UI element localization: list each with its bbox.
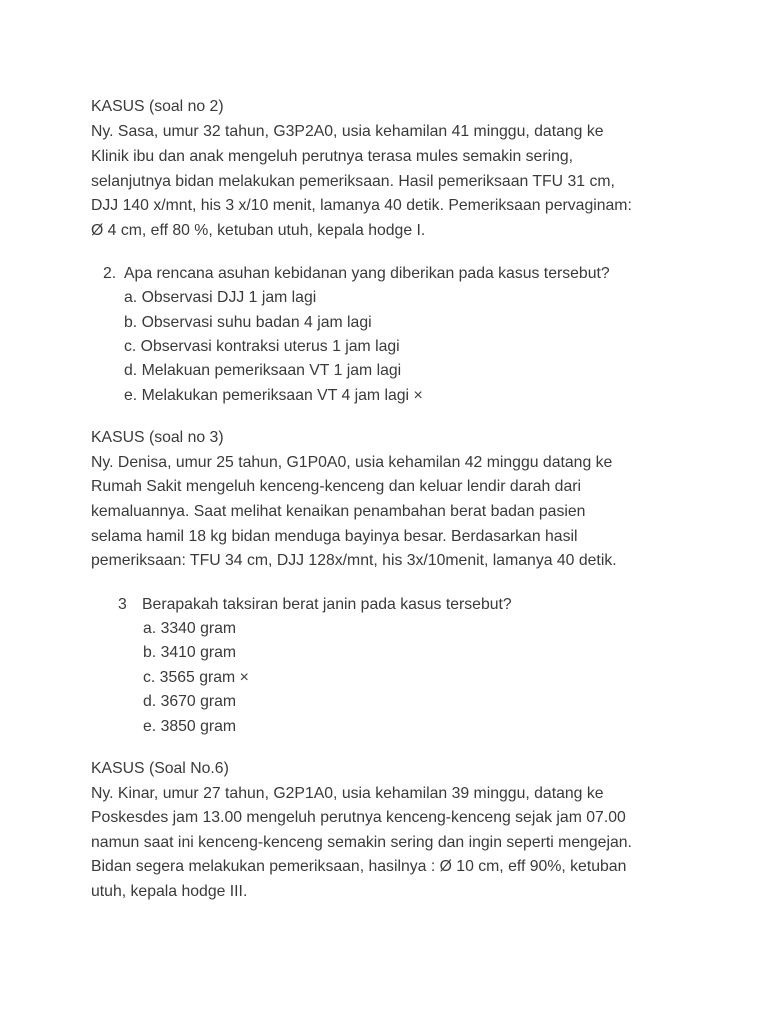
case-text-line: DJJ 140 x/mnt, his 3 x/10 menit, lamanya 40 detik. Pemeriksaan pervaginam: [91,197,632,214]
case-text-line: Bidan segera melakukan pemeriksaan, hasilnya : Ø 10 cm, eff 90%, ketuban [91,858,627,875]
case-text-line: Rumah Sakit mengeluh kenceng-kenceng dan keluar lendir darah dari [91,478,582,495]
case-text-line: Ny. Sasa, umur 32 tahun, G3P2A0, usia kehamilan 41 minggu, datang ke [91,123,604,140]
case-text-line: Ny. Denisa, umur 25 tahun, G1P0A0, usia kehamilan 42 minggu datang ke [91,454,613,471]
answer-option: b. 3410 gram [143,644,237,661]
answer-option: e. 3850 gram [143,718,237,735]
case-heading: KASUS (soal no 3) [91,429,224,446]
answer-option: b. Observasi suhu badan 4 jam lagi [124,314,372,331]
answer-option: e. Melakukan pemeriksaan VT 4 jam lagi × [124,387,423,404]
case-text-line: selama hamil 18 kg bidan menduga bayinya besar. Berdasarkan hasil [91,528,578,545]
case-text-line: Ny. Kinar, umur 27 tahun, G2P1A0, usia kehamilan 39 minggu, datang ke [91,785,604,802]
case-text-line: selanjutnya bidan melakukan pemeriksaan. Hasil pemeriksaan TFU 31 cm, [91,173,615,190]
case-text-line: utuh, kepala hodge III. [91,883,248,900]
question-number: 3 [118,596,127,613]
answer-option: c. 3565 gram × [143,669,249,686]
case-heading: KASUS (soal no 2) [91,98,224,115]
answer-option: a. Observasi DJJ 1 jam lagi [124,289,317,306]
answer-option: d. 3670 gram [143,693,237,710]
case-text-line: kemaluannya. Saat melihat kenaikan penambahan berat badan pasien [91,503,586,520]
case-text-line: Ø 4 cm, eff 80 %, ketuban utuh, kepala hodge I. [91,222,426,239]
case-text-line: Klinik ibu dan anak mengeluh perutnya terasa mules semakin sering, [91,148,574,165]
answer-option: a. 3340 gram [143,620,237,637]
case-text-line: namun saat ini kenceng-kenceng semakin sering dan ingin seperti mengejan. [91,834,632,851]
case-text-line: pemeriksaan: TFU 34 cm, DJJ 128x/mnt, his 3x/10menit, lamanya 40 detik. [91,552,617,569]
answer-option: c. Observasi kontraksi uterus 1 jam lagi [124,338,400,355]
answer-option: d. Melakuan pemeriksaan VT 1 jam lagi [124,362,402,379]
question [103,264,610,284]
case-heading: KASUS (Soal No.6) [91,760,229,777]
question [118,595,512,615]
case-text-line: Poskesdes jam 13.00 mengeluh perutnya kenceng-kenceng sejak jam 07.00 [91,809,626,826]
question-text: Apa rencana asuhan kebidanan yang diberikan pada kasus tersebut? [124,265,610,282]
question-text: Berapakah taksiran berat janin pada kasus tersebut? [142,596,512,613]
question-number: 2. [103,265,117,282]
